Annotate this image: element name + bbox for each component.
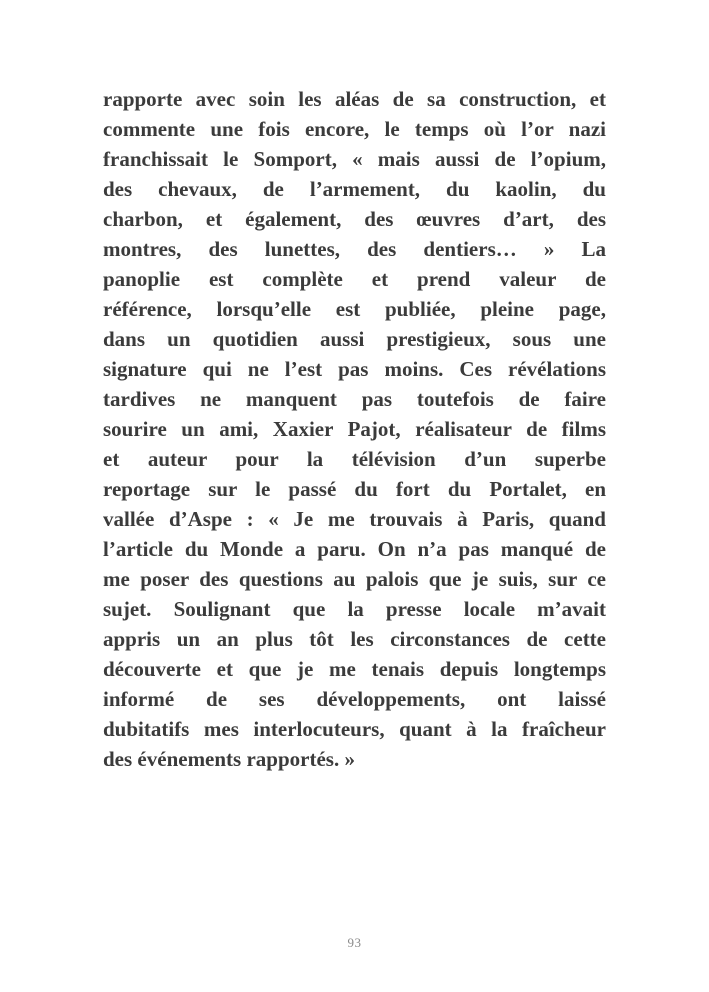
paragraph-line: me poser des questions au palois que je suis, sur ce — [103, 567, 606, 591]
paragraph-line: l’article du Monde a paru. On n’a pas manqué de — [103, 537, 606, 561]
paragraph-line: des chevaux, de l’armement, du kaolin, du — [103, 177, 606, 201]
paragraph-line: tardives ne manquent pas toutefois de faire — [103, 387, 606, 411]
paragraph-line: informé de ses développements, ont laissé — [103, 687, 606, 711]
paragraph-line: vallée d’Aspe : « Je me trouvais à Paris, quand — [103, 507, 606, 531]
paragraph-line: montres, des lunettes, des dentiers… » La — [103, 237, 606, 261]
paragraph-line: découverte et que je me tenais depuis longtemps — [103, 657, 606, 681]
paragraph-line: dans un quotidien aussi prestigieux, sous une — [103, 327, 606, 351]
paragraph-line: commente une fois encore, le temps où l’or nazi — [103, 117, 606, 141]
paragraph-line: signature qui ne l’est pas moins. Ces révélations — [103, 357, 606, 381]
page-number: 93 — [347, 935, 362, 950]
paragraph-line: rapporte avec soin les aléas de sa construction, et — [103, 87, 606, 111]
text-block — [103, 84, 606, 774]
paragraph-line: panoplie est complète et prend valeur de — [103, 267, 606, 291]
paragraph-line: charbon, et également, des œuvres d’art, des — [103, 207, 606, 231]
paragraph-line: des événements rapportés. » — [103, 747, 355, 771]
paragraph-line: sourire un ami, Xaxier Pajot, réalisateur de films — [103, 417, 606, 441]
paragraph-line: appris un an plus tôt les circonstances de cette — [103, 627, 606, 651]
paragraph-line: reportage sur le passé du fort du Portalet, en — [103, 477, 606, 501]
paragraph-line: sujet. Soulignant que la presse locale m’avait — [103, 597, 606, 621]
paragraph-line: franchissait le Somport, « mais aussi de l’opium, — [103, 147, 606, 171]
paragraph-line: référence, lorsqu’elle est publiée, pleine page, — [103, 297, 606, 321]
paragraph-line: dubitatifs mes interlocuteurs, quant à la fraîcheur — [103, 717, 606, 741]
paragraph-line: et auteur pour la télévision d’un superbe — [103, 447, 606, 471]
